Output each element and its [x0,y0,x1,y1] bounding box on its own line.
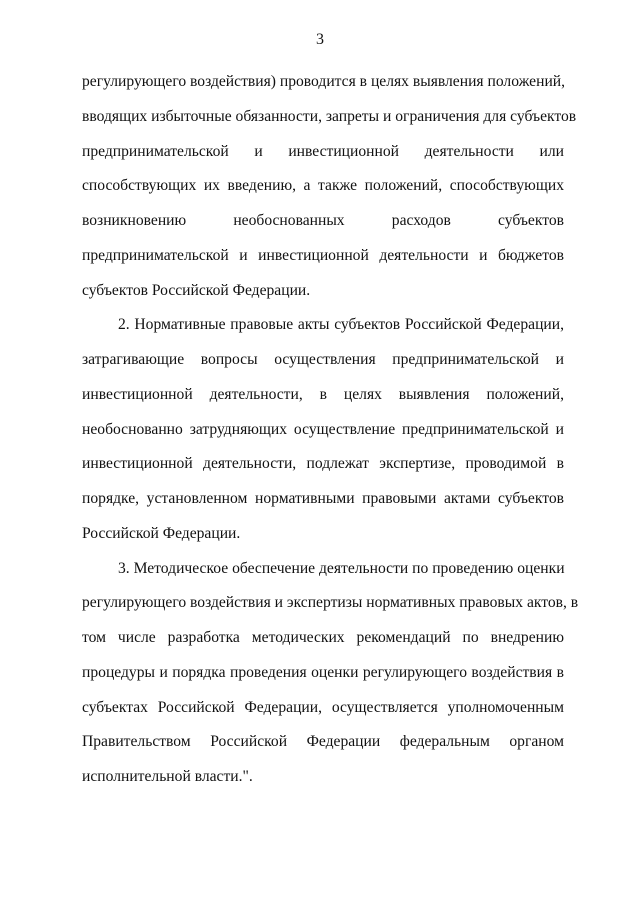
text-line: инвестиционной деятельности, подлежат экспертизе, проводимой в [82,455,564,473]
text-line: необоснованно затрудняющих осуществление предпринимательской и [82,420,564,438]
text-line: регулирующего воздействия) проводится в целях выявления положений, [82,73,566,90]
text-line: Правительством Российской Федерации федеральным органом [82,733,564,751]
text-line: субъектов Российской Федерации. [82,281,311,299]
text-line: 3. Методическое обеспечение деятельности по проведению оценки [118,559,565,577]
page-number: 3 [316,31,324,48]
text-line: субъектах Российской Федерации, осуществляется уполномоченным [82,698,564,716]
text-line: том числе разработка методических рекомендаций по внедрению [82,629,564,646]
text-line: возникновению необоснованных расходов субъектов [82,212,564,229]
text-line: предпринимательской и инвестиционной деятельности и бюджетов [82,246,564,264]
text-line: регулирующего воздействия и экспертизы нормативных правовых актов, в [82,594,579,612]
text-line: способствующих их введению, а также положений, способствующих [82,177,564,195]
text-line: Российской Федерации. [82,524,241,542]
text-line: 2. Нормативные правовые акты субъектов Российской Федерации, [118,316,564,334]
text-line: затрагивающие вопросы осуществления предпринимательской и [82,351,564,368]
text-line: вводящих избыточные обязанности, запреты и ограничения для субъектов [82,107,577,125]
text-line: порядке, установленном нормативными правовыми актами субъектов [82,490,564,507]
text-line: исполнительной власти.". [82,768,253,785]
text-line: процедуры и порядка проведения оценки регулирующего воздействия в [82,663,564,681]
paragraph-2 [82,308,564,551]
text-line: инвестиционной деятельности, в целях выявления положений, [82,385,564,403]
text-line: предпринимательской и инвестиционной деятельности или [82,142,564,160]
document-body [82,65,579,795]
paragraph-3 [82,552,579,795]
paragraph-1 [82,65,577,308]
